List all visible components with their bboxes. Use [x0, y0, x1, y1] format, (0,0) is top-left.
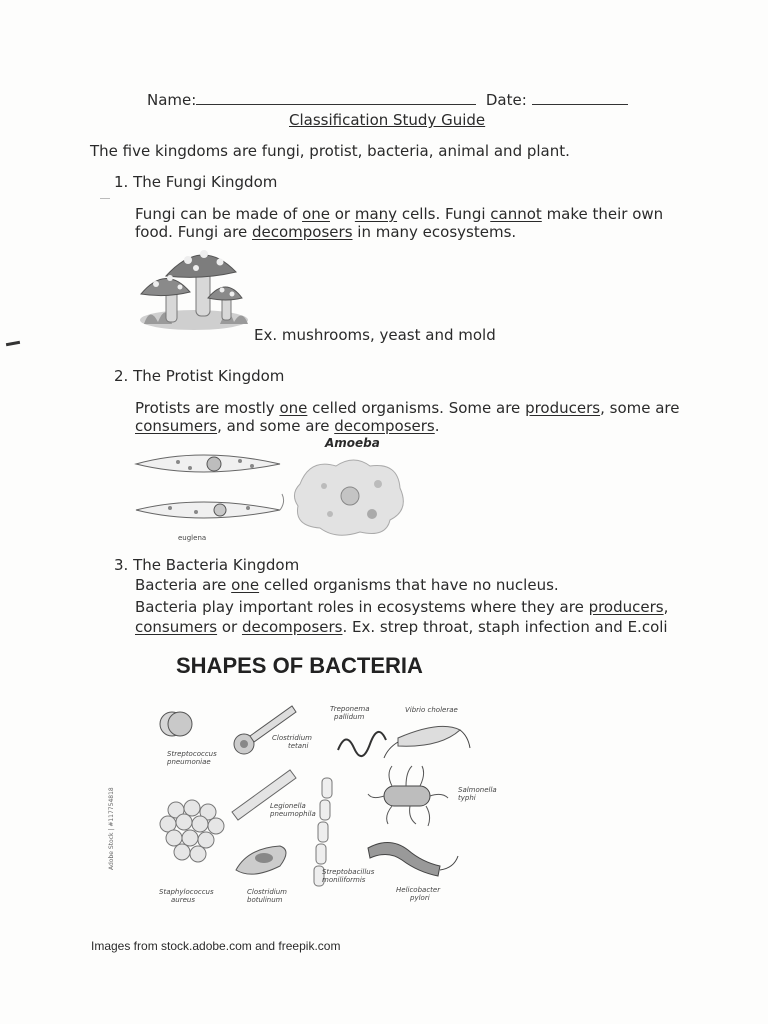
protist-line-1: Protists are mostly one celled organisms. Some are producers, some are [135, 399, 680, 417]
figure-title: SHAPES OF BACTERIA [176, 653, 423, 678]
fungi-example: Ex. mushrooms, yeast and mold [254, 326, 496, 344]
label-vibrio: Vibrio cholerae [405, 706, 458, 714]
date-label: Date: [485, 91, 527, 109]
bacteria-line-3: consumers or decomposers. Ex. strep throat, staph infection and E.coli [135, 618, 668, 636]
label-clostridium-tetani: Clostridium tetani [272, 734, 312, 750]
label-streptobacillus: Streptobacillus moniliformis [322, 868, 375, 884]
label-legionella: Legionella pneumophila [270, 802, 316, 818]
fungi-heading: 1. The Fungi Kingdom [114, 173, 278, 191]
page-title: Classification Study Guide [289, 111, 486, 129]
euglena-illustration [130, 446, 286, 532]
amoeba-illustration [290, 454, 410, 540]
euglena-label: euglena [178, 534, 207, 542]
name-blank [196, 90, 476, 105]
label-staphylococcus: Staphylococcus aureus [159, 888, 214, 904]
fungi-line-2: food. Fungi are decomposers in many ecosystems. [135, 223, 517, 241]
label-treponema: Treponema pallidum [330, 705, 370, 721]
name-label: Name: [147, 91, 197, 109]
protist-heading: 2. The Protist Kingdom [114, 367, 285, 385]
mushroom-illustration [136, 242, 252, 334]
intro-text: The five kingdoms are fungi, protist, bacteria, animal and plant. [90, 142, 570, 160]
scan-mark [100, 198, 110, 199]
scan-mark [6, 341, 20, 346]
label-salmonella: Salmonella typhi [458, 786, 497, 802]
bacteria-line-1: Bacteria are one celled organisms that have no nucleus. [135, 576, 559, 594]
amoeba-label: Amoeba [325, 436, 380, 450]
footer-credit: Images from stock.adobe.com and freepik.com [91, 939, 341, 953]
bacteria-line-2: Bacteria play important roles in ecosystems where they are producers, [135, 598, 669, 616]
fungi-line-1: Fungi can be made of one or many cells. Fungi cannot make their own [135, 205, 664, 223]
label-helicobacter: Helicobacter pylori [396, 886, 441, 902]
name-field [147, 90, 628, 109]
label-clostridium-botulinum: Clostridium botulinum [247, 888, 287, 904]
label-streptococcus: Streptococcus pneumoniae [167, 750, 217, 766]
date-blank [532, 90, 628, 105]
stock-watermark: Adobe Stock | #117754818 [108, 787, 115, 870]
protist-line-2: consumers, and some are decomposers. [135, 417, 440, 435]
bacteria-heading: 3. The Bacteria Kingdom [114, 556, 300, 574]
